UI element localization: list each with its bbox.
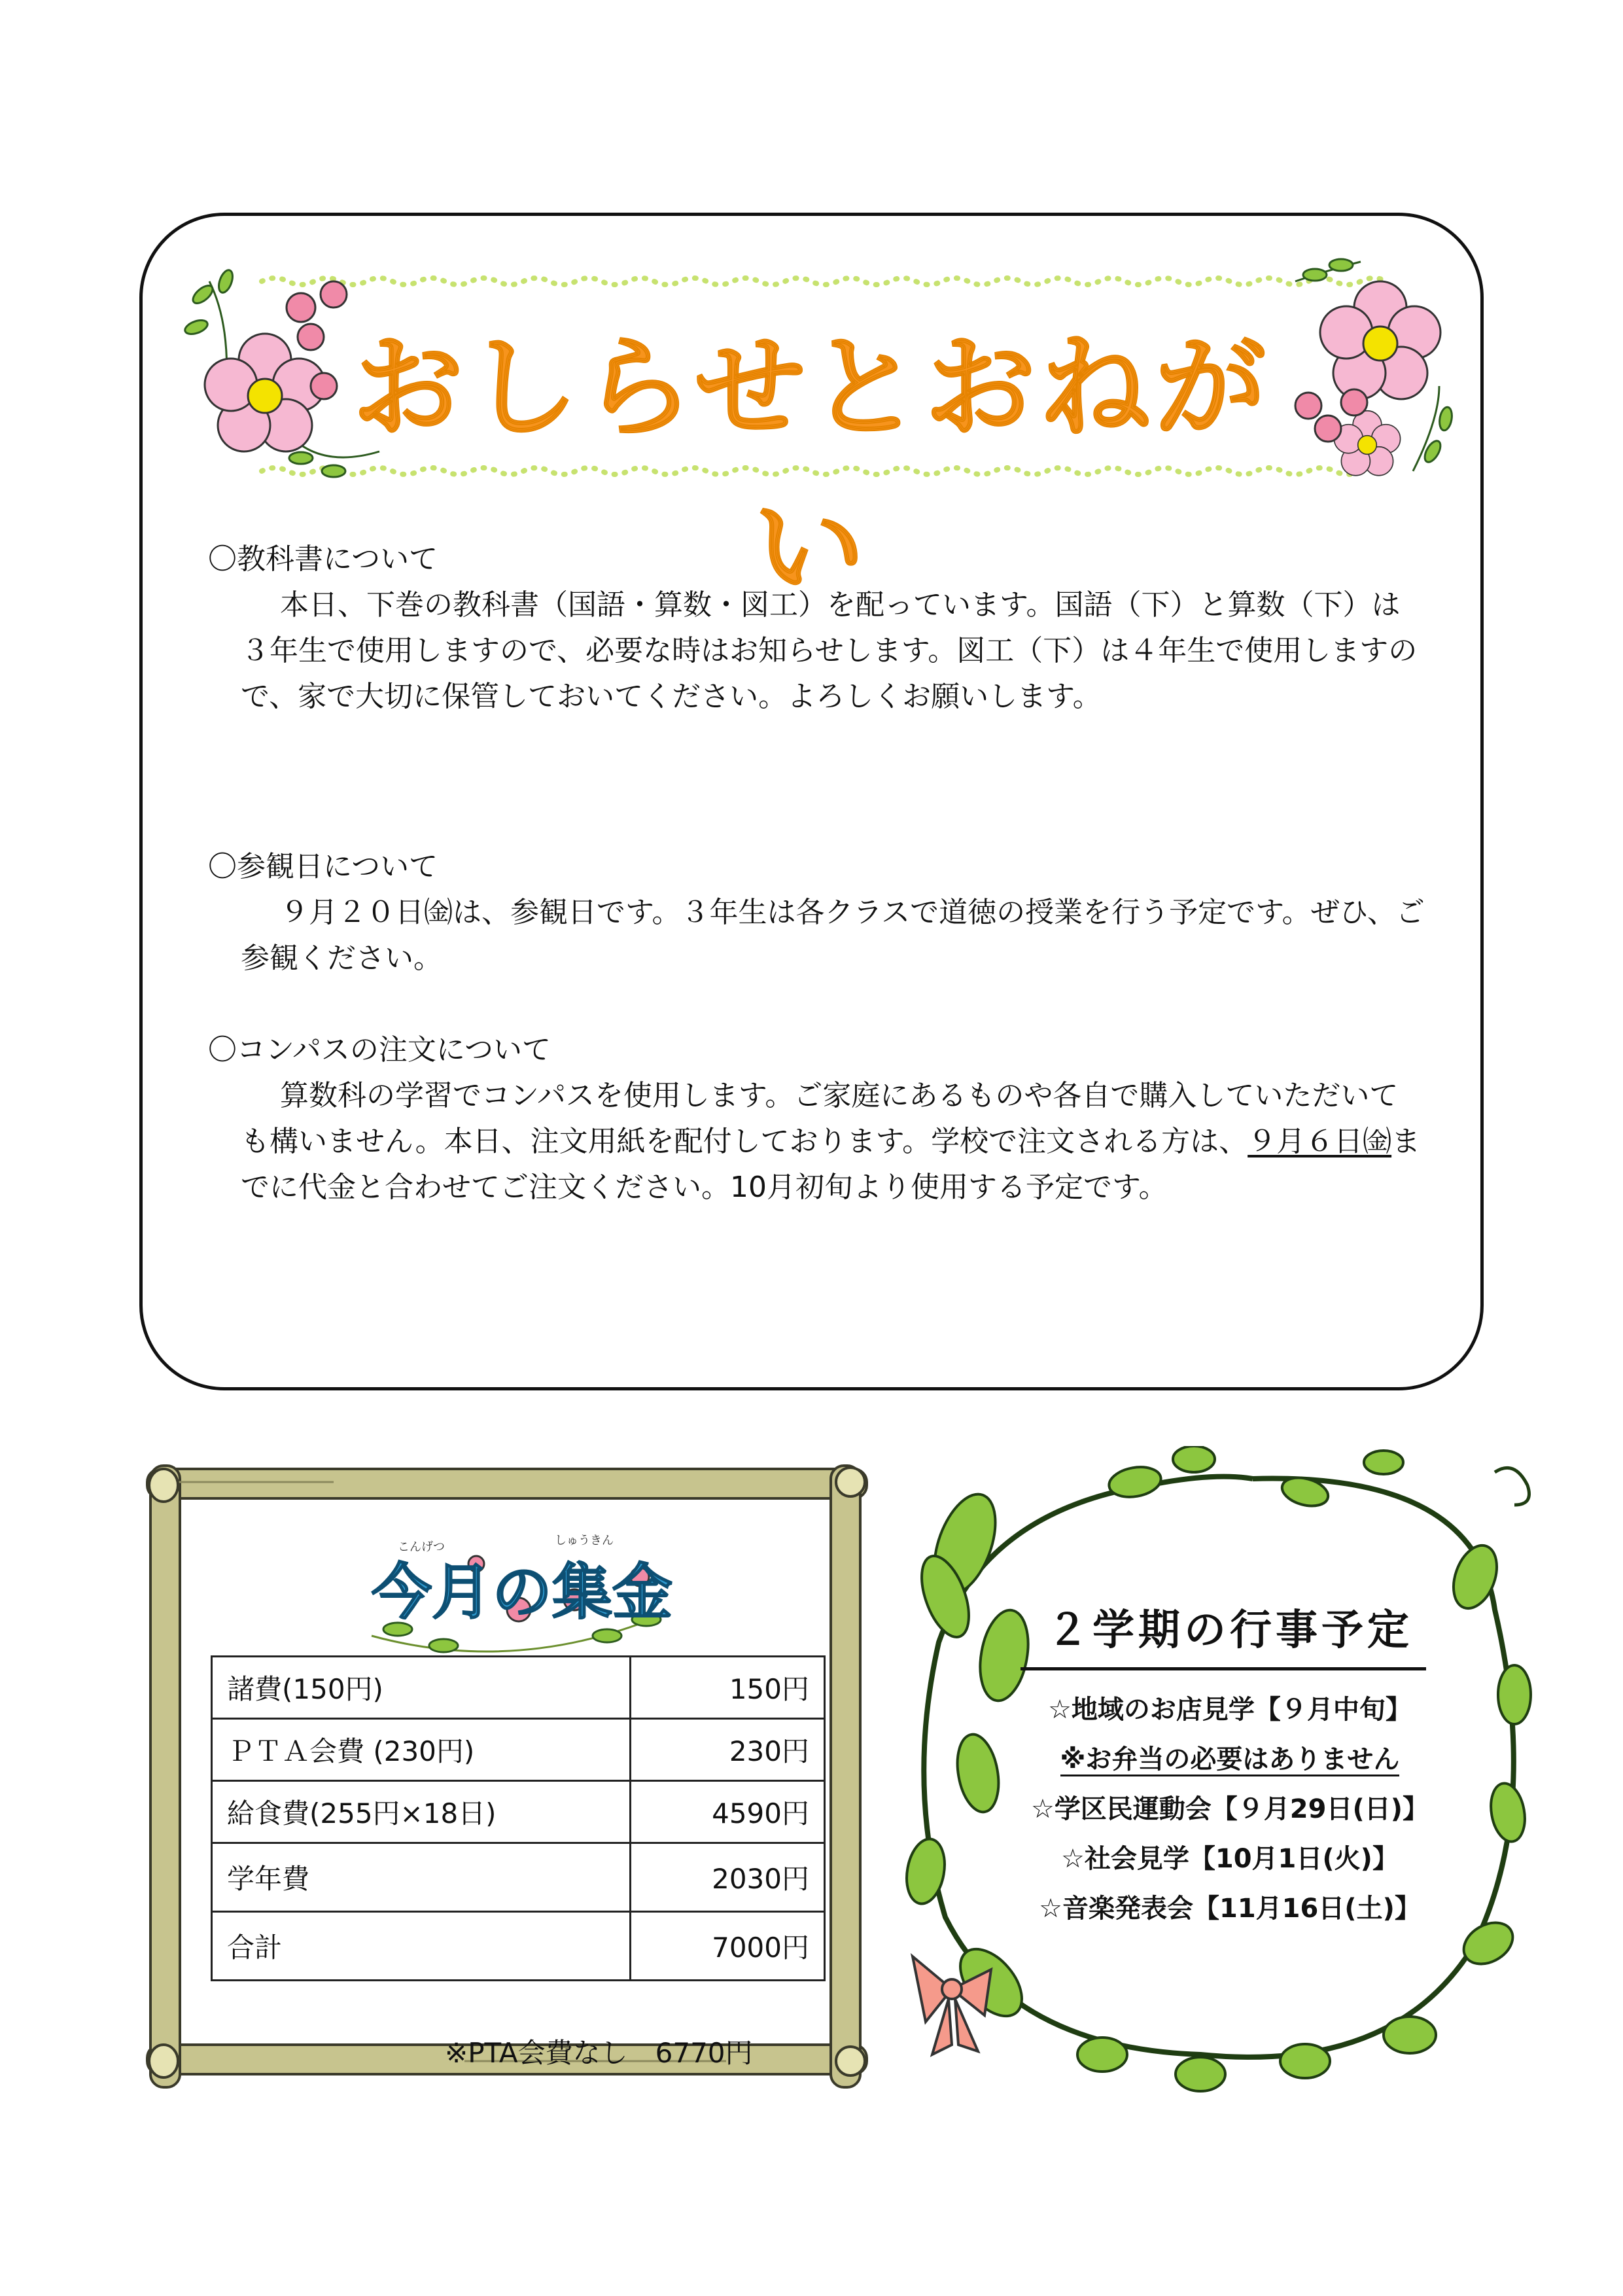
fee-amount: 4590円 — [631, 1781, 825, 1843]
event-note: ※お弁当の必要はありません — [1060, 1744, 1400, 1776]
fee-amount: 230円 — [631, 1719, 825, 1781]
list-item — [981, 1735, 1478, 1784]
events-title: ２学期の行事予定 — [1047, 1606, 1413, 1655]
fee-note: ※PTA会費なし 6770円 — [445, 2037, 753, 2069]
notice-heading: 〇教科書について — [208, 542, 438, 576]
notice-heading: 〇コンパスの注文について — [208, 1033, 551, 1067]
notice-text: ９月２０日㈮は、参観日です。３年生は各クラスで道徳の授業を行う予定です。ぜひ、ご参観ください。 — [241, 896, 1425, 975]
notice-text-before: 算数科の学習でコンパスを使用します。ご家庭にあるものや各自で購入していただいても構いません。本日、注文用紙を配付しております。学校で注文される方は、 — [241, 1079, 1399, 1158]
fee-amount: 7000円 — [631, 1912, 825, 1981]
fee-title: 今月の集金 — [372, 1557, 672, 1627]
banner-title: おしらせとおねがい — [352, 323, 1270, 613]
fee-label: 学年費 — [212, 1843, 631, 1912]
fee-label: ＰＴＡ会費 (230円) — [212, 1719, 631, 1781]
notice-compass — [208, 1027, 1425, 1210]
notice-text — [208, 1073, 1425, 1210]
deadline-date: ９月６日㈮ — [1248, 1125, 1392, 1158]
notice-textbooks — [208, 537, 1425, 720]
notice-open-class — [208, 844, 1425, 981]
flower-icon — [1295, 281, 1440, 476]
list-item: ☆学区民運動会【９月29日(日)】 — [1030, 1794, 1429, 1824]
fee-title-ruby-2: しゅうきん — [555, 1534, 614, 1547]
notice-heading: 〇参観日について — [208, 850, 438, 883]
fee-label: 給食費(255円×18日) — [212, 1781, 631, 1843]
notice-text-after: までに代金と合わせてご注文ください。10月初旬より使用する予定です。 — [241, 1125, 1421, 1204]
fee-title-ruby-1: こんげつ — [398, 1540, 445, 1554]
table-row — [212, 1843, 825, 1912]
list-item: ☆社会見学【10月1日(火)】 — [1061, 1844, 1399, 1874]
table-row — [212, 1657, 825, 1719]
table-row — [212, 1719, 825, 1781]
events-title-underline — [1021, 1667, 1426, 1670]
fee-amount: 150円 — [631, 1657, 825, 1719]
table-row — [212, 1781, 825, 1843]
fee-label: 諸費(150円) — [212, 1657, 631, 1719]
fee-label: 合計 — [212, 1912, 631, 1981]
flower-icon — [205, 281, 347, 451]
fee-title-decoration — [358, 1525, 672, 1655]
notice-text: 本日、下巻の教科書（国語・算数・図工）を配っています。国語（下）と算数（下）は３年生で使用しますので、必要な時はお知らせします。図工（下）は４年生で使用しますので、家で大切に保管しておいてください。よろしくお願いします。 — [241, 588, 1418, 713]
events-list — [981, 1685, 1478, 1934]
list-item: ☆地域のお店見学【９月中旬】 — [1048, 1695, 1412, 1725]
list-item: ☆音楽発表会【11月16日(土)】 — [1039, 1894, 1421, 1924]
table-row-total — [212, 1912, 825, 1981]
fee-amount: 2030円 — [631, 1843, 825, 1912]
fee-table — [211, 1655, 826, 1981]
